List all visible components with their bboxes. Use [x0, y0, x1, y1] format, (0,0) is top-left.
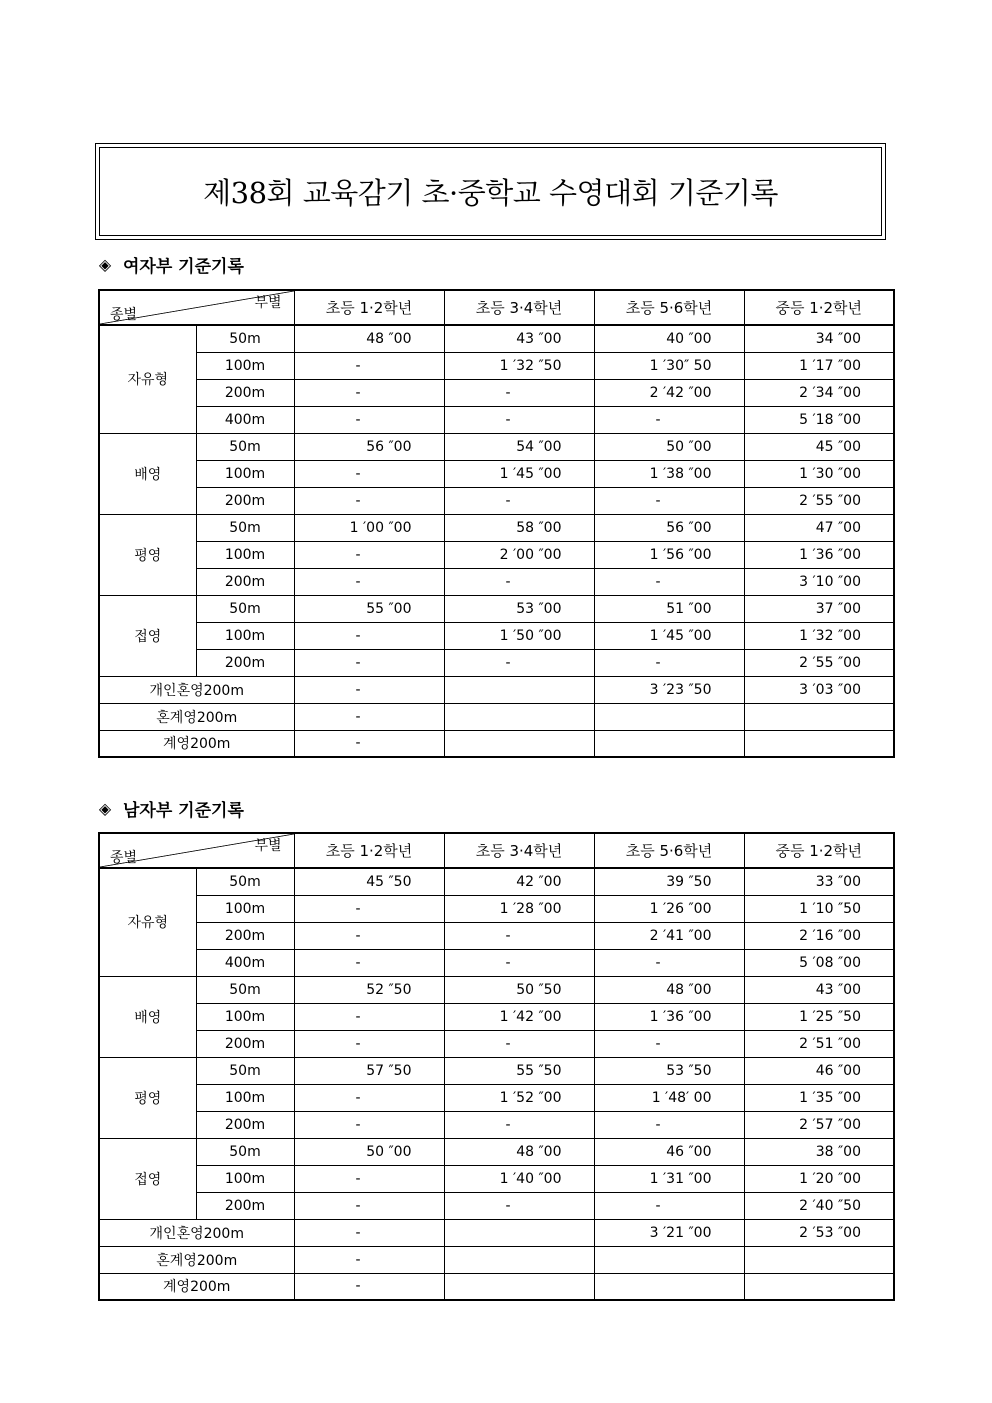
- record-cell: 1 ′42 ″00: [444, 1003, 594, 1030]
- table-row: [99, 1111, 894, 1138]
- record-cell: -: [294, 568, 444, 595]
- record-cell: -: [594, 1111, 744, 1138]
- column-header: 초등 5·6학년: [594, 833, 744, 868]
- distance-cell: 100m: [196, 460, 294, 487]
- record-cell: -: [294, 676, 444, 703]
- record-cell: 2 ′34 ″00: [744, 379, 894, 406]
- record-cell: 46 ″00: [594, 1138, 744, 1165]
- table-row: [99, 868, 894, 895]
- header-row: [99, 833, 894, 868]
- record-cell: -: [294, 1219, 444, 1246]
- stroke-cell: 자유형: [99, 325, 196, 433]
- record-cell: 55 ″00: [294, 595, 444, 622]
- distance-cell: 200m: [196, 379, 294, 406]
- distance-cell: 50m: [196, 1138, 294, 1165]
- record-cell: -: [294, 730, 444, 757]
- distance-cell: 50m: [196, 325, 294, 352]
- table-row: [99, 676, 894, 703]
- record-cell: -: [294, 1273, 444, 1300]
- record-cell: 42 ″00: [444, 868, 594, 895]
- record-cell: [444, 1246, 594, 1273]
- table-row: [99, 895, 894, 922]
- record-cell: 1 ′40 ″00: [444, 1165, 594, 1192]
- record-cell: 2 ′55 ″00: [744, 649, 894, 676]
- record-cell: 48 ″00: [294, 325, 444, 352]
- record-cell: 47 ″00: [744, 514, 894, 541]
- record-cell: 33 ″00: [744, 868, 894, 895]
- column-header: 초등 3·4학년: [444, 833, 594, 868]
- distance-cell: 50m: [196, 1057, 294, 1084]
- record-cell: [594, 1273, 744, 1300]
- record-cell: 1 ′28 ″00: [444, 895, 594, 922]
- record-cell: 37 ″00: [744, 595, 894, 622]
- event-cell: 개인혼영200m: [99, 676, 294, 703]
- section-heading-women: [95, 252, 244, 277]
- title-box: [95, 143, 886, 240]
- record-cell: 5 ′18 ″00: [744, 406, 894, 433]
- table-row: [99, 1219, 894, 1246]
- record-cell: [594, 730, 744, 757]
- record-cell: -: [594, 1030, 744, 1057]
- record-cell: 2 ′16 ″00: [744, 922, 894, 949]
- record-cell: 1 ′45 ″00: [444, 460, 594, 487]
- record-cell: 1 ′00 ″00: [294, 514, 444, 541]
- table-row: [99, 649, 894, 676]
- record-cell: 45 ″50: [294, 868, 444, 895]
- record-cell: 53 ″00: [444, 595, 594, 622]
- record-cell: 1 ′36 ″00: [744, 541, 894, 568]
- distance-cell: 200m: [196, 568, 294, 595]
- record-cell: -: [294, 703, 444, 730]
- distance-cell: 100m: [196, 895, 294, 922]
- record-cell: -: [594, 406, 744, 433]
- table-row: [99, 352, 894, 379]
- record-cell: [744, 1246, 894, 1273]
- event-cell: 혼계영200m: [99, 703, 294, 730]
- section-heading-text: 남자부 기준기록: [123, 801, 244, 821]
- record-cell: [744, 703, 894, 730]
- record-cell: 1 ′32 ″00: [744, 622, 894, 649]
- record-cell: 3 ′03 ″00: [744, 676, 894, 703]
- record-cell: -: [444, 1030, 594, 1057]
- distance-cell: 200m: [196, 922, 294, 949]
- table-row: [99, 1003, 894, 1030]
- event-cell: 개인혼영200m: [99, 1219, 294, 1246]
- women-records-table: [98, 289, 895, 758]
- column-header: 중등 1·2학년: [744, 290, 894, 325]
- distance-cell: 100m: [196, 1165, 294, 1192]
- record-cell: 2 ′42 ″00: [594, 379, 744, 406]
- record-cell: 2 ′53 ″00: [744, 1219, 894, 1246]
- record-cell: -: [294, 622, 444, 649]
- distance-cell: 200m: [196, 649, 294, 676]
- header-corner-cell: [99, 833, 294, 868]
- corner-label-event: 종별: [110, 850, 138, 866]
- record-cell: 1 ′36 ″00: [594, 1003, 744, 1030]
- record-cell: [444, 1273, 594, 1300]
- record-cell: -: [294, 649, 444, 676]
- record-cell: 2 ′55 ″00: [744, 487, 894, 514]
- record-cell: 3 ′23 ″50: [594, 676, 744, 703]
- record-cell: -: [294, 406, 444, 433]
- record-cell: 1 ′20 ″00: [744, 1165, 894, 1192]
- stroke-cell: 배영: [99, 433, 196, 514]
- distance-cell: 400m: [196, 406, 294, 433]
- record-cell: -: [594, 568, 744, 595]
- record-cell: 1 ′45 ″00: [594, 622, 744, 649]
- table-row: [99, 514, 894, 541]
- record-cell: 1 ′25 ″50: [744, 1003, 894, 1030]
- record-cell: [594, 1246, 744, 1273]
- event-cell: 계영200m: [99, 730, 294, 757]
- record-cell: 1 ′48′ 00: [594, 1084, 744, 1111]
- men-records-table: [98, 832, 895, 1301]
- table-row: [99, 1246, 894, 1273]
- record-cell: 2 ′00 ″00: [444, 541, 594, 568]
- record-cell: -: [444, 1111, 594, 1138]
- record-cell: -: [594, 487, 744, 514]
- record-cell: 1 ′10 ″50: [744, 895, 894, 922]
- record-cell: 2 ′40 ″50: [744, 1192, 894, 1219]
- table-row: [99, 1057, 894, 1084]
- header-row: [99, 290, 894, 325]
- record-cell: 48 ″00: [444, 1138, 594, 1165]
- record-cell: -: [294, 1165, 444, 1192]
- record-cell: 1 ′30″ 50: [594, 352, 744, 379]
- record-cell: 1 ′30 ″00: [744, 460, 894, 487]
- table-row: [99, 379, 894, 406]
- record-cell: -: [294, 487, 444, 514]
- table-row: [99, 976, 894, 1003]
- table-row: [99, 406, 894, 433]
- column-header: 중등 1·2학년: [744, 833, 894, 868]
- distance-cell: 200m: [196, 487, 294, 514]
- table-row: [99, 622, 894, 649]
- distance-cell: 100m: [196, 1084, 294, 1111]
- distance-cell: 50m: [196, 868, 294, 895]
- record-cell: 1 ′26 ″00: [594, 895, 744, 922]
- distance-cell: 100m: [196, 1003, 294, 1030]
- corner-label-event: 종별: [110, 307, 138, 323]
- table-row: [99, 325, 894, 352]
- record-cell: -: [444, 949, 594, 976]
- column-header: 초등 1·2학년: [294, 833, 444, 868]
- record-cell: -: [444, 379, 594, 406]
- record-cell: [744, 1273, 894, 1300]
- record-cell: 1 ′38 ″00: [594, 460, 744, 487]
- column-header: 초등 3·4학년: [444, 290, 594, 325]
- stroke-cell: 자유형: [99, 868, 196, 976]
- title-frame: [99, 147, 882, 236]
- record-cell: 50 ″50: [444, 976, 594, 1003]
- diamond-bullet-icon: ◈: [98, 255, 112, 274]
- record-cell: 50 ″00: [294, 1138, 444, 1165]
- record-cell: [444, 676, 594, 703]
- record-cell: -: [594, 1192, 744, 1219]
- record-cell: 53 ″50: [594, 1057, 744, 1084]
- record-cell: -: [444, 406, 594, 433]
- table-row: [99, 487, 894, 514]
- record-cell: -: [294, 1003, 444, 1030]
- page-title: 제38회 교육감기 초·중학교 수영대회 기준기록: [203, 176, 778, 210]
- record-cell: 48 ″00: [594, 976, 744, 1003]
- record-cell: 45 ″00: [744, 433, 894, 460]
- record-cell: 52 ″50: [294, 976, 444, 1003]
- stroke-cell: 접영: [99, 1138, 196, 1219]
- table-row: [99, 922, 894, 949]
- table-row: [99, 1192, 894, 1219]
- section-heading-text: 여자부 기준기록: [123, 257, 244, 277]
- corner-label-division: 부별: [254, 838, 282, 854]
- record-cell: 58 ″00: [444, 514, 594, 541]
- record-cell: 3 ′10 ″00: [744, 568, 894, 595]
- distance-cell: 100m: [196, 541, 294, 568]
- record-cell: 46 ″00: [744, 1057, 894, 1084]
- record-cell: 2 ′51 ″00: [744, 1030, 894, 1057]
- event-cell: 계영200m: [99, 1273, 294, 1300]
- record-cell: 1 ′35 ″00: [744, 1084, 894, 1111]
- record-cell: 1 ′32 ″50: [444, 352, 594, 379]
- distance-cell: 100m: [196, 622, 294, 649]
- table-row: [99, 703, 894, 730]
- table-row: [99, 460, 894, 487]
- record-cell: -: [294, 379, 444, 406]
- record-cell: 2 ′57 ″00: [744, 1111, 894, 1138]
- table-row: [99, 568, 894, 595]
- stroke-cell: 평영: [99, 1057, 196, 1138]
- record-cell: -: [444, 1192, 594, 1219]
- record-cell: -: [444, 568, 594, 595]
- record-cell: 1 ′17 ″00: [744, 352, 894, 379]
- record-cell: 51 ″00: [594, 595, 744, 622]
- distance-cell: 400m: [196, 949, 294, 976]
- record-cell: -: [594, 649, 744, 676]
- record-cell: 34 ″00: [744, 325, 894, 352]
- table-row: [99, 541, 894, 568]
- record-cell: [594, 703, 744, 730]
- record-cell: 3 ′21 ″00: [594, 1219, 744, 1246]
- record-cell: 55 ″50: [444, 1057, 594, 1084]
- record-cell: 38 ″00: [744, 1138, 894, 1165]
- record-cell: -: [444, 487, 594, 514]
- record-cell: 1 ′56 ″00: [594, 541, 744, 568]
- record-cell: -: [294, 1084, 444, 1111]
- distance-cell: 200m: [196, 1111, 294, 1138]
- record-cell: -: [294, 541, 444, 568]
- record-cell: -: [294, 1192, 444, 1219]
- record-cell: 5 ′08 ″00: [744, 949, 894, 976]
- stroke-cell: 평영: [99, 514, 196, 595]
- record-cell: 43 ″00: [444, 325, 594, 352]
- record-cell: 1 ′31 ″00: [594, 1165, 744, 1192]
- distance-cell: 200m: [196, 1030, 294, 1057]
- record-cell: 1 ′52 ″00: [444, 1084, 594, 1111]
- record-cell: -: [294, 1111, 444, 1138]
- record-cell: -: [294, 949, 444, 976]
- table-row: [99, 949, 894, 976]
- header-corner-cell: [99, 290, 294, 325]
- table-row: [99, 1138, 894, 1165]
- record-cell: 56 ″00: [594, 514, 744, 541]
- distance-cell: 50m: [196, 433, 294, 460]
- record-cell: -: [294, 922, 444, 949]
- record-cell: -: [294, 895, 444, 922]
- record-cell: 39 ″50: [594, 868, 744, 895]
- record-cell: 54 ″00: [444, 433, 594, 460]
- record-cell: [444, 703, 594, 730]
- column-header: 초등 5·6학년: [594, 290, 744, 325]
- record-cell: -: [594, 949, 744, 976]
- record-cell: [444, 730, 594, 757]
- record-cell: 50 ″00: [594, 433, 744, 460]
- record-cell: 57 ″50: [294, 1057, 444, 1084]
- column-header: 초등 1·2학년: [294, 290, 444, 325]
- record-cell: 43 ″00: [744, 976, 894, 1003]
- table-row: [99, 433, 894, 460]
- record-cell: [444, 1219, 594, 1246]
- distance-cell: 100m: [196, 352, 294, 379]
- record-cell: -: [294, 460, 444, 487]
- record-cell: -: [294, 1030, 444, 1057]
- record-cell: 2 ′41 ″00: [594, 922, 744, 949]
- event-cell: 혼계영200m: [99, 1246, 294, 1273]
- record-cell: -: [444, 922, 594, 949]
- distance-cell: 50m: [196, 595, 294, 622]
- table-row: [99, 1084, 894, 1111]
- table-row: [99, 1030, 894, 1057]
- stroke-cell: 접영: [99, 595, 196, 676]
- corner-label-division: 부별: [254, 295, 282, 311]
- table-row: [99, 730, 894, 757]
- diamond-bullet-icon: ◈: [98, 799, 112, 818]
- record-cell: 40 ″00: [594, 325, 744, 352]
- record-cell: -: [444, 649, 594, 676]
- distance-cell: 50m: [196, 514, 294, 541]
- record-cell: 1 ′50 ″00: [444, 622, 594, 649]
- record-cell: 56 ″00: [294, 433, 444, 460]
- distance-cell: 200m: [196, 1192, 294, 1219]
- table-row: [99, 595, 894, 622]
- stroke-cell: 배영: [99, 976, 196, 1057]
- record-cell: -: [294, 352, 444, 379]
- distance-cell: 50m: [196, 976, 294, 1003]
- table-row: [99, 1165, 894, 1192]
- table-row: [99, 1273, 894, 1300]
- record-cell: [744, 730, 894, 757]
- record-cell: -: [294, 1246, 444, 1273]
- section-heading-men: [95, 796, 244, 821]
